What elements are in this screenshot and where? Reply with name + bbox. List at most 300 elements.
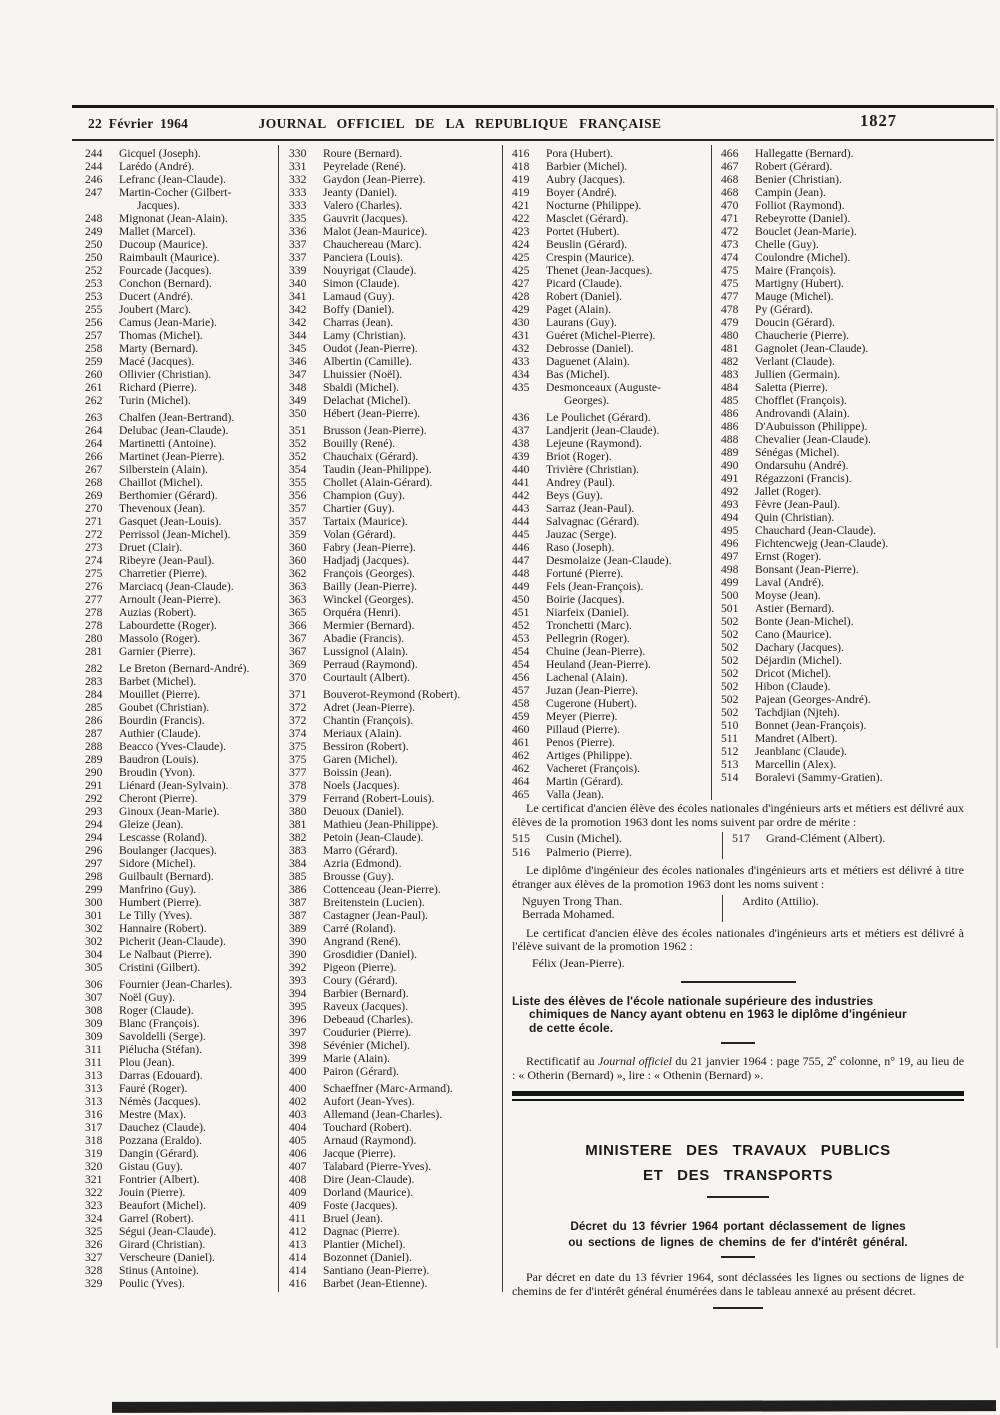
roll-entry bbox=[732, 895, 964, 909]
roll-entry bbox=[721, 368, 961, 381]
roll-entry bbox=[85, 264, 278, 277]
entry-number: 272 bbox=[85, 528, 103, 541]
roll-entry bbox=[512, 316, 710, 329]
entry-number: 369 bbox=[289, 658, 307, 671]
rectificatif-post: du 21 janvier 1964 : page 755, 2 bbox=[671, 1053, 833, 1068]
entry-name: Raso (Joseph). bbox=[546, 541, 615, 554]
roll-entry bbox=[512, 199, 710, 212]
entry-name: Juzan (Jean-Pierre). bbox=[546, 684, 639, 697]
roll-entry bbox=[85, 541, 278, 554]
roll-entry bbox=[289, 515, 494, 528]
entry-number: 339 bbox=[289, 264, 307, 277]
entry-number: 419 bbox=[512, 173, 530, 186]
roll-entry bbox=[289, 961, 494, 974]
entry-number: 502 bbox=[721, 628, 739, 641]
roll-entry bbox=[512, 632, 710, 645]
roll-entry bbox=[289, 264, 494, 277]
ministry-line-2: ET DES TRANSPORTS bbox=[643, 1167, 833, 1185]
entry-name: Pillaud (Pierre). bbox=[546, 723, 621, 736]
entry-number: 309 bbox=[85, 1017, 103, 1030]
entry-number: 421 bbox=[512, 199, 530, 212]
roll-entry bbox=[85, 948, 278, 961]
roll-entry bbox=[85, 740, 278, 753]
entry-number: 263 bbox=[85, 411, 103, 424]
entry-name: Plou (Jean). bbox=[119, 1056, 175, 1069]
entry-name: Grosdidier (Daniel). bbox=[323, 948, 418, 961]
entry-name: Marie (Alain). bbox=[323, 1052, 390, 1065]
roll-entry bbox=[289, 1186, 494, 1199]
entry-number: 333 bbox=[289, 199, 307, 212]
entry-number: 425 bbox=[512, 251, 530, 264]
entry-number: 418 bbox=[512, 160, 530, 173]
roll-entry bbox=[289, 1000, 494, 1013]
entry-name: Beys (Guy). bbox=[546, 489, 603, 502]
roll-entry bbox=[85, 753, 278, 766]
entry-name: Debeaud (Charles). bbox=[323, 1013, 414, 1026]
roll-entry bbox=[85, 1186, 278, 1199]
roll-entry bbox=[289, 883, 494, 896]
entry-name: Panciera (Louis). bbox=[323, 251, 403, 264]
entry-name: D'Aubuisson (Philippe). bbox=[755, 420, 868, 433]
roll-entry bbox=[85, 394, 278, 407]
roll-entry bbox=[512, 593, 710, 606]
roll-entry bbox=[512, 749, 710, 762]
entry-name: Hannaire (Robert). bbox=[119, 922, 207, 935]
entry-name: Massolo (Roger). bbox=[119, 632, 201, 645]
entry-number: 296 bbox=[85, 844, 103, 857]
entry-name: Campin (Jean). bbox=[755, 186, 826, 199]
roll-entry bbox=[85, 1082, 278, 1095]
roll-entry bbox=[721, 667, 961, 680]
roll-entry bbox=[289, 489, 494, 502]
entry-name: Boirie (Jacques). bbox=[546, 593, 625, 606]
entry-number: 258 bbox=[85, 342, 103, 355]
roll-entry bbox=[85, 368, 278, 381]
entry-name: Liénard (Jean-Sylvain). bbox=[119, 779, 229, 792]
rectificatif-italic: Journal officiel bbox=[597, 1053, 672, 1068]
entry-name: Chauchard (Jean-Claude). bbox=[755, 524, 877, 537]
entry-number: 491 bbox=[721, 472, 739, 485]
roll-entry bbox=[289, 701, 494, 714]
entry-name: Boralevi (Sammy-Gratien). bbox=[755, 771, 883, 784]
roll-entry bbox=[85, 909, 278, 922]
roll-entry bbox=[85, 342, 278, 355]
entry-name: Le Nalbaut (Pierre). bbox=[119, 948, 213, 961]
roll-entry bbox=[721, 277, 961, 290]
entry-name: Cristini (Gilbert). bbox=[119, 961, 201, 974]
roll-entry bbox=[85, 277, 278, 290]
entry-name: Doucin (Gérard). bbox=[755, 316, 835, 329]
entry-name: Tartaix (Maurice). bbox=[323, 515, 408, 528]
entry-number: 409 bbox=[289, 1199, 307, 1212]
roll-entry bbox=[289, 593, 494, 606]
roll-entry bbox=[85, 831, 278, 844]
entry-name: Martinet (Jean-Pierre). bbox=[119, 450, 225, 463]
scan-edge-artifact bbox=[996, 108, 998, 1348]
roll-entry bbox=[85, 870, 278, 883]
entry-number: 468 bbox=[721, 173, 739, 186]
entry-name: Fèvre (Jean-Paul). bbox=[755, 498, 840, 511]
entry-name: Pairon (Gérard). bbox=[323, 1065, 399, 1078]
section-rule bbox=[681, 981, 796, 983]
entry-number: 416 bbox=[289, 1277, 307, 1290]
roll-entry bbox=[289, 554, 494, 567]
roll-entry bbox=[289, 1013, 494, 1026]
entry-number: 472 bbox=[721, 225, 739, 238]
entry-name: Marro (Gérard). bbox=[323, 844, 398, 857]
roll-entry bbox=[289, 948, 494, 961]
roll-entry bbox=[289, 870, 494, 883]
roll-entry bbox=[289, 606, 494, 619]
entry-name: Dire (Jean-Claude). bbox=[323, 1173, 415, 1186]
entry-name: Authier (Claude). bbox=[119, 727, 201, 740]
entry-name: Conchon (Bernard). bbox=[119, 277, 212, 290]
roll-entry bbox=[289, 1225, 494, 1238]
entry-name: Savoldelli (Serge). bbox=[119, 1030, 206, 1043]
entry-number: 379 bbox=[289, 792, 307, 805]
roll-entry bbox=[512, 225, 710, 238]
entry-name: Beaufort (Michel). bbox=[119, 1199, 206, 1212]
roll-entry bbox=[512, 160, 710, 173]
entry-name: Rebeyrotte (Daniel). bbox=[755, 212, 851, 225]
roll-entry bbox=[289, 857, 494, 870]
entry-number: 445 bbox=[512, 528, 530, 541]
roll-entry bbox=[512, 502, 710, 515]
entry-number: 502 bbox=[721, 706, 739, 719]
ministry-rule bbox=[707, 1196, 769, 1198]
entry-name: Chevalier (Jean-Claude). bbox=[755, 433, 871, 446]
entry-number: 390 bbox=[289, 935, 307, 948]
roll-entry bbox=[85, 355, 278, 368]
roll-entry bbox=[85, 554, 278, 567]
entry-name: Silberstein (Alain). bbox=[119, 463, 208, 476]
entry-number: 267 bbox=[85, 463, 103, 476]
entry-number: 366 bbox=[289, 619, 307, 632]
merit-list-left bbox=[512, 832, 722, 859]
roll-entry bbox=[85, 1017, 278, 1030]
entry-number: 253 bbox=[85, 290, 103, 303]
entry-number: 333 bbox=[289, 186, 307, 199]
entry-number: 375 bbox=[289, 740, 307, 753]
entry-name: Brusson (Jean-Pierre). bbox=[323, 424, 427, 437]
roll-entry bbox=[721, 225, 961, 238]
roll-entry bbox=[289, 818, 494, 831]
entry-number: 359 bbox=[289, 528, 307, 541]
entry-number: 352 bbox=[289, 437, 307, 450]
roll-entry bbox=[85, 1251, 278, 1264]
ministry-heading bbox=[512, 1138, 964, 1188]
roll-entry bbox=[512, 251, 710, 264]
entry-number: 425 bbox=[512, 264, 530, 277]
entry-number: 413 bbox=[289, 1238, 307, 1251]
entry-number: 342 bbox=[289, 316, 307, 329]
roll-entry bbox=[85, 935, 278, 948]
entry-name: Lefranc (Jean-Claude). bbox=[119, 173, 226, 186]
column-divider-1 bbox=[278, 145, 279, 1292]
entry-name: Blanc (François). bbox=[119, 1017, 200, 1030]
entry-number: 431 bbox=[512, 329, 530, 342]
entry-name: Garnier (Pierre). bbox=[119, 645, 196, 658]
roll-entry bbox=[85, 961, 278, 974]
entry-name: Pora (Hubert). bbox=[546, 147, 613, 160]
roll-entry bbox=[512, 186, 710, 199]
entry-number: 325 bbox=[85, 1225, 103, 1238]
entry-number: 462 bbox=[512, 762, 530, 775]
roll-entry bbox=[512, 723, 710, 736]
roll-entry bbox=[512, 619, 710, 632]
entry-number: 374 bbox=[289, 727, 307, 740]
entry-name: Chaucherie (Pierre). bbox=[755, 329, 849, 342]
entry-number: 352 bbox=[289, 450, 307, 463]
entry-number: 465 bbox=[512, 788, 530, 801]
entry-number: 278 bbox=[85, 606, 103, 619]
entry-number: 454 bbox=[512, 645, 530, 658]
entry-name: Chauchaix (Gérard). bbox=[323, 450, 419, 463]
entry-number: 514 bbox=[721, 771, 739, 784]
entry-number: 457 bbox=[512, 684, 530, 697]
entry-name: Malot (Jean-Maurice). bbox=[323, 225, 428, 238]
entry-name: Noël (Guy). bbox=[119, 991, 176, 1004]
roll-entry bbox=[289, 805, 494, 818]
entry-number: 452 bbox=[512, 619, 530, 632]
entry-number: 313 bbox=[85, 1095, 103, 1108]
roll-entry bbox=[289, 528, 494, 541]
entry-number: 255 bbox=[85, 303, 103, 316]
entry-number: 322 bbox=[85, 1186, 103, 1199]
entry-name: Cugerone (Hubert). bbox=[546, 697, 637, 710]
roll-entry bbox=[512, 684, 710, 697]
entry-name: Piélucha (Stéfan). bbox=[119, 1043, 203, 1056]
roll-entry bbox=[85, 606, 278, 619]
entry-number: 517 bbox=[732, 831, 750, 846]
entry-name: Le Tilly (Yves). bbox=[119, 909, 193, 922]
entry-number: 502 bbox=[721, 667, 739, 680]
entry-name: Hébert (Jean-Pierre). bbox=[323, 407, 421, 420]
entry-number: 302 bbox=[85, 935, 103, 948]
roll-entry bbox=[512, 832, 722, 846]
entry-name: Ducoup (Maurice). bbox=[119, 238, 208, 251]
entry-name: Thevenoux (Jean). bbox=[119, 502, 206, 515]
decree-title-rule bbox=[721, 1256, 755, 1258]
entry-number: 380 bbox=[289, 805, 307, 818]
entry-number: 470 bbox=[721, 199, 739, 212]
roll-entry bbox=[85, 714, 278, 727]
entry-name: Fontrier (Albert). bbox=[119, 1173, 200, 1186]
entry-name: Ségui (Jean-Claude). bbox=[119, 1225, 217, 1238]
entry-name: Chuine (Jean-Pierre). bbox=[546, 645, 646, 658]
entry-name: Ferrand (Robert-Louis). bbox=[323, 792, 435, 805]
entry-name: Sénégas (Michel). bbox=[755, 446, 840, 459]
roll-entry bbox=[512, 173, 710, 186]
roll-entry bbox=[512, 290, 710, 303]
entry-name: Breitenstein (Lucien). bbox=[323, 896, 425, 909]
roll-entry bbox=[289, 1108, 494, 1121]
entry-number: 446 bbox=[512, 541, 530, 554]
entry-number: 253 bbox=[85, 277, 103, 290]
entry-number: 453 bbox=[512, 632, 530, 645]
entry-name: Masclet (Gérard). bbox=[546, 212, 629, 225]
entry-name: Martinetti (Antoine). bbox=[119, 437, 217, 450]
entry-number: 477 bbox=[721, 290, 739, 303]
entry-number: 515 bbox=[512, 831, 530, 846]
entry-number: 307 bbox=[85, 991, 103, 1004]
entry-name: Taudin (Jean-Philippe). bbox=[323, 463, 432, 476]
entry-number: 493 bbox=[721, 498, 739, 511]
entry-name: Sbaldi (Michel). bbox=[323, 381, 399, 394]
entry-number: 347 bbox=[289, 368, 307, 381]
entry-number: 385 bbox=[289, 870, 307, 883]
entry-number: 269 bbox=[85, 489, 103, 502]
entry-name: Laurans (Guy). bbox=[546, 316, 617, 329]
roll-entry bbox=[512, 411, 710, 424]
roll-entry bbox=[85, 1108, 278, 1121]
entry-number: 399 bbox=[289, 1052, 307, 1065]
entry-name: Jullien (Germain). bbox=[755, 368, 840, 381]
roll-entry bbox=[721, 654, 961, 667]
entry-name: Mermier (Bernard). bbox=[323, 619, 415, 632]
entry-number: 416 bbox=[512, 147, 530, 160]
roll-entry bbox=[721, 719, 961, 732]
roll-entry bbox=[512, 489, 710, 502]
entry-number: 386 bbox=[289, 883, 307, 896]
entry-number: 363 bbox=[289, 593, 307, 606]
roll-entry bbox=[512, 437, 710, 450]
roll-entry bbox=[721, 563, 961, 576]
roll-entry bbox=[289, 1212, 494, 1225]
entry-number: 250 bbox=[85, 238, 103, 251]
entry-group bbox=[289, 1082, 494, 1290]
entry-name: Peyrelade (René). bbox=[323, 160, 407, 173]
roll-entry bbox=[85, 818, 278, 831]
roll-entry bbox=[85, 857, 278, 870]
roll-entry bbox=[289, 1199, 494, 1212]
entry-number: 400 bbox=[289, 1082, 307, 1095]
entry-name: Roure (Bernard). bbox=[323, 147, 403, 160]
entry-name: Penos (Pierre). bbox=[546, 736, 615, 749]
entry-number: 274 bbox=[85, 554, 103, 567]
roll-entry bbox=[85, 844, 278, 857]
entry-name: Jauzac (Serge). bbox=[546, 528, 617, 541]
roll-entry bbox=[512, 541, 710, 554]
name-column-3 bbox=[512, 147, 710, 805]
entry-name: Andrey (Paul). bbox=[546, 476, 615, 489]
roll-entry bbox=[721, 628, 961, 641]
entry-number: 450 bbox=[512, 593, 530, 606]
entry-number: 319 bbox=[85, 1147, 103, 1160]
entry-name: Marciacq (Jean-Claude). bbox=[119, 580, 234, 593]
roll-entry bbox=[85, 316, 278, 329]
roll-entry bbox=[85, 515, 278, 528]
entry-name: Dangin (Gérard). bbox=[119, 1147, 199, 1160]
double-rule bbox=[512, 1091, 964, 1101]
entry-name: Deuoux (Daniel). bbox=[323, 805, 405, 818]
roll-entry bbox=[721, 693, 961, 706]
entry-name: Saletta (Pierre). bbox=[755, 381, 828, 394]
entry-number: 466 bbox=[721, 147, 739, 160]
entry-name: Castagner (Jean-Paul). bbox=[323, 909, 428, 922]
roll-entry bbox=[721, 706, 961, 719]
roll-entry bbox=[512, 895, 722, 909]
entry-name: Benier (Christian). bbox=[755, 173, 842, 186]
entry-number: 320 bbox=[85, 1160, 103, 1173]
entry-name: Picard (Claude). bbox=[546, 277, 622, 290]
entry-name: Guéret (Michel-Pierre). bbox=[546, 329, 656, 342]
entry-name: Foste (Jacques). bbox=[323, 1199, 398, 1212]
entry-number: 309 bbox=[85, 1030, 103, 1043]
roll-entry bbox=[512, 645, 710, 658]
entry-name: Le Poulichet (Gérard). bbox=[546, 411, 651, 424]
entry-name: Tachdjian (Njteh). bbox=[755, 706, 840, 719]
entry-name: Charras (Jean). bbox=[323, 316, 394, 329]
entry-number: 434 bbox=[512, 368, 530, 381]
roll-entry bbox=[289, 424, 494, 437]
entry-name: Thenet (Jean-Jacques). bbox=[546, 264, 653, 277]
entry-name: Pozzana (Eraldo). bbox=[119, 1134, 203, 1147]
entry-name: Bessiron (Robert). bbox=[323, 740, 409, 753]
entry-name: Jeanblanc (Claude). bbox=[755, 745, 848, 758]
roll-entry bbox=[721, 446, 961, 459]
entry-number: 458 bbox=[512, 697, 530, 710]
header-date: 22 Février 1964 bbox=[88, 116, 189, 131]
roll-entry bbox=[512, 908, 722, 922]
entry-number: 494 bbox=[721, 511, 739, 524]
roll-entry bbox=[512, 381, 710, 407]
roll-entry bbox=[721, 147, 961, 160]
roll-entry bbox=[289, 831, 494, 844]
entry-name: Chofflet (François). bbox=[755, 394, 847, 407]
entry-number: 473 bbox=[721, 238, 739, 251]
entry-name: François (Georges). bbox=[323, 567, 415, 580]
entry-name: Stinus (Antoine). bbox=[119, 1264, 199, 1277]
entry-name: Fichtencwejg (Jean-Claude). bbox=[755, 537, 889, 550]
roll-entry bbox=[289, 714, 494, 727]
roll-entry bbox=[289, 502, 494, 515]
entry-name: Macé (Jacques). bbox=[119, 355, 195, 368]
entry-number: 390 bbox=[289, 948, 307, 961]
entry-number: 305 bbox=[85, 961, 103, 974]
roll-entry bbox=[721, 680, 961, 693]
entry-number: 357 bbox=[289, 515, 307, 528]
entry-name: Aubry (Jacques). bbox=[546, 173, 626, 186]
entry-name: Lescasse (Roland). bbox=[119, 831, 208, 844]
entry-number: 499 bbox=[721, 576, 739, 589]
roll-entry bbox=[289, 450, 494, 463]
entry-number: 317 bbox=[85, 1121, 103, 1134]
entry-number: 502 bbox=[721, 641, 739, 654]
entry-number: 290 bbox=[85, 766, 103, 779]
roll-entry bbox=[289, 844, 494, 857]
roll-entry bbox=[289, 658, 494, 671]
entry-name: Thomas (Michel). bbox=[119, 329, 203, 342]
entry-name: Berrada Mohamed. bbox=[522, 907, 615, 922]
paragraph-certificat-1962: Le certificat d'ancien élève des écoles nationales d'ingénieurs arts et métiers est délivré à l'élève suivant de la promotion 1962 : bbox=[512, 925, 964, 954]
entry-name: Valero (Charles). bbox=[323, 199, 403, 212]
entry-name: Gistau (Guy). bbox=[119, 1160, 183, 1173]
entry-name: Gleize (Jean). bbox=[119, 818, 184, 831]
entry-name: Bozonnet (Daniel). bbox=[323, 1251, 412, 1264]
entry-number: 268 bbox=[85, 476, 103, 489]
roll-entry bbox=[721, 576, 961, 589]
roll-entry bbox=[85, 160, 278, 173]
entry-name: Delachat (Michel). bbox=[323, 394, 411, 407]
section-rule-small bbox=[721, 1042, 755, 1044]
entry-name: Ardito (Attilio). bbox=[742, 893, 819, 908]
entry-name: Fabry (Jean-Pierre). bbox=[323, 541, 416, 554]
entry-number: 293 bbox=[85, 805, 103, 818]
entry-number: 407 bbox=[289, 1160, 307, 1173]
header-rule bbox=[72, 139, 994, 141]
entry-number: 443 bbox=[512, 502, 530, 515]
